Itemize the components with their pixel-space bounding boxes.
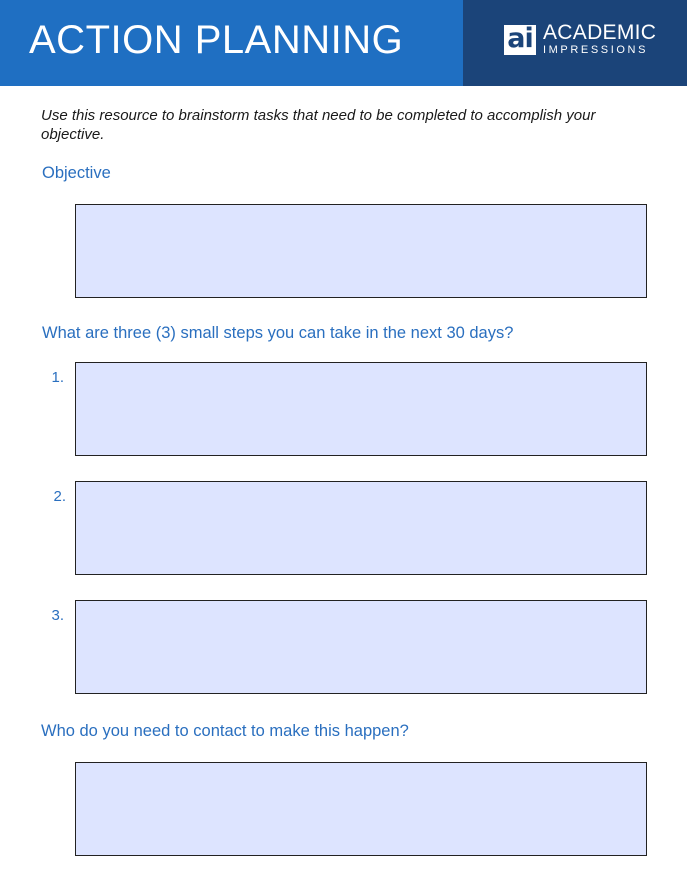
step-number: 1. [51,369,64,386]
step-2-input-box[interactable] [75,481,647,575]
ai-logo-icon: ai [504,25,536,55]
objective-heading: Objective [42,164,111,182]
logo-text-impressions: IMPRESSIONS [543,44,649,56]
step-number: 3. [51,607,64,624]
step-number: 2. [53,488,66,505]
contacts-heading: Who do you need to contact to make this happen? [41,722,409,740]
contacts-input-box[interactable] [75,762,647,856]
page-header [0,0,687,86]
steps-heading: What are three (3) small steps you can take in the next 30 days? [42,324,514,342]
step-3-input-box[interactable] [75,600,647,694]
intro-text: Use this resource to brainstorm tasks that need to be completed to accomplish your objective. [41,107,596,143]
objective-input-box[interactable] [75,204,647,298]
logo-text-academic: ACADEMIC [543,21,657,44]
step-1-input-box[interactable] [75,362,647,456]
page-title: ACTION PLANNING [29,18,404,62]
academic-impressions-logo [463,0,687,86]
